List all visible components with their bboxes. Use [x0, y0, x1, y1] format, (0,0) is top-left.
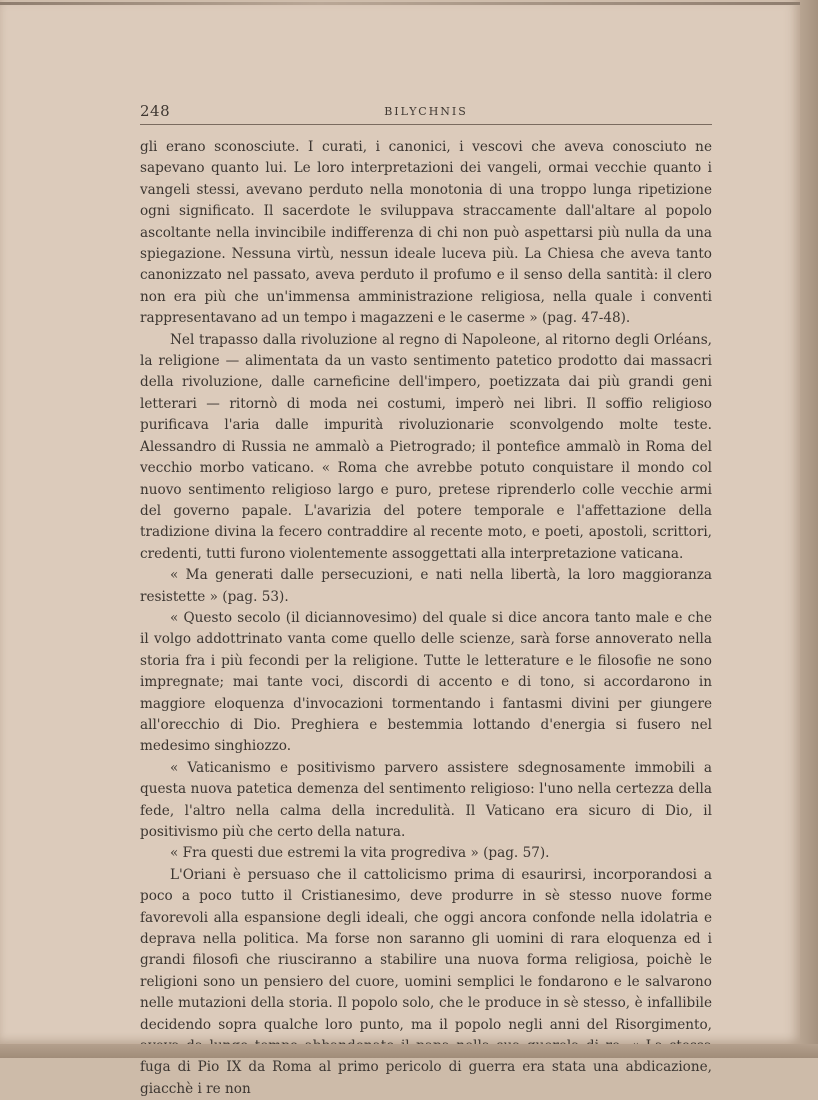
page-header — [140, 100, 712, 125]
page-right-edge — [800, 0, 818, 1058]
page-number: 248 — [140, 102, 170, 120]
paragraph: « Ma generati dalle persecuzioni, e nati nella libertà, la loro maggioranza resistette » (pag. 53). — [140, 565, 712, 608]
paragraph: Nel trapasso dalla rivoluzione al regno di Napoleone, al ritorno degli Orléans, la religione — alimentata da un vasto sentimento patetico prodotto dai massacri della rivoluzione, dalle carneficine dell'impero, poetizzata dai più grandi geni letterari — ritornò di moda nei costumi, imperò nei libri. Il soffio religioso purificava l'aria dalle impurità rivoluzionarie sconvolgendo molte teste. Alessandro di Russia ne ammalò a Pietrogrado; il pontefice ammalò in Roma del vecchio morbo vaticano. « Roma che avrebbe potuto conquistare il mondo col nuovo sentimento religioso largo e puro, pretese riprenderlo colle vecchie armi del governo papale. L'avarizia del potere temporale e l'affettazione della tradizione divina la fecero contraddire al recente moto, e poeti, apostoli, scrittori, credenti, tutti furono violentemente assoggettati alla interpretazione vaticana. — [140, 330, 712, 565]
page-bottom-edge — [0, 1044, 818, 1058]
running-head: BILYCHNIS — [140, 105, 712, 118]
paragraph: gli erano sconosciute. I curati, i canonici, i vescovi che aveva conosciuto ne sapevano quanto lui. Le loro interpretazioni dei vangeli, ormai vecchie quanto i vangeli stessi, avevano perduto nella monotonia di una troppo lunga ripetizione ogni significato. Il sacerdote le sviluppava straccamente dall'altare al popolo ascoltante nella invincibile indifferenza di chi non può aspettarsi più nulla da una spiegazione. Nessuna virtù, nessun ideale luceva più. La Chiesa che aveva tanto canonizzato nel passato, aveva perduto il profumo e il senso della santità: il clero non era più che un'immensa amministrazione religiosa, nella quale i conventi rappresentavano ad un tempo i magazzeni e le caserme » (pag. 47-48). — [140, 137, 712, 330]
page-top-edge — [0, 2, 800, 5]
paragraph: « Questo secolo (il diciannovesimo) del quale si dice ancora tanto male e che il volgo addottrinato vanta come quello delle scienze, sarà forse annoverato nella storia fra i più fecondi per la religione. Tutte le letterature e le filosofie ne sono impregnate; mai tante voci, discordi di accento e di tono, si accordarono in maggiore eloquenza d'invocazioni tormentando i fantasmi divini per giungere all'orecchio di Dio. Preghiera e bestemmia lottando d'energia si fusero nel medesimo singhiozzo. — [140, 608, 712, 758]
paragraph: « Fra questi due estremi la vita progrediva » (pag. 57). — [140, 843, 712, 864]
paragraph: L'Oriani è persuaso che il cattolicismo prima di esaurirsi, incorporandosi a poco a poco tutto il Cristianesimo, deve produrre in sè stesso nuove forme favorevoli alla espansione degli ideali, che oggi ancora confonde nella idolatria e deprava nella politica. Ma forse non saranno gli uomini di rara eloquenza ed i grandi filosofi che riusciranno a stabilire una nuova forma religiosa, poichè le religioni sono un pensiero del cuore, uomini semplici le fondarono e le salvarono nelle mutazioni della storia. Il popolo solo, che le produce in sè stesso, è infallibile decidendo sopra qualche loro punto, ma il popolo negli anni del Risorgimento, aveva da lungo tempo abbandonato il papa nella sua querela di re. « La stessa fuga di Pio IX da Roma al primo pericolo di guerra era stata una abdicazione, — [140, 865, 712, 1100]
paragraph: « Vaticanismo e positivismo parvero assistere sdegnosamente immobili a questa nuova patetica demenza del sentimento religioso: l'uno nella certezza della fede, l'altro nella calma della incredulità. Il Vaticano era sicuro di Dio, il positivismo più che certo della natura. — [140, 758, 712, 844]
body-text — [140, 137, 712, 1100]
